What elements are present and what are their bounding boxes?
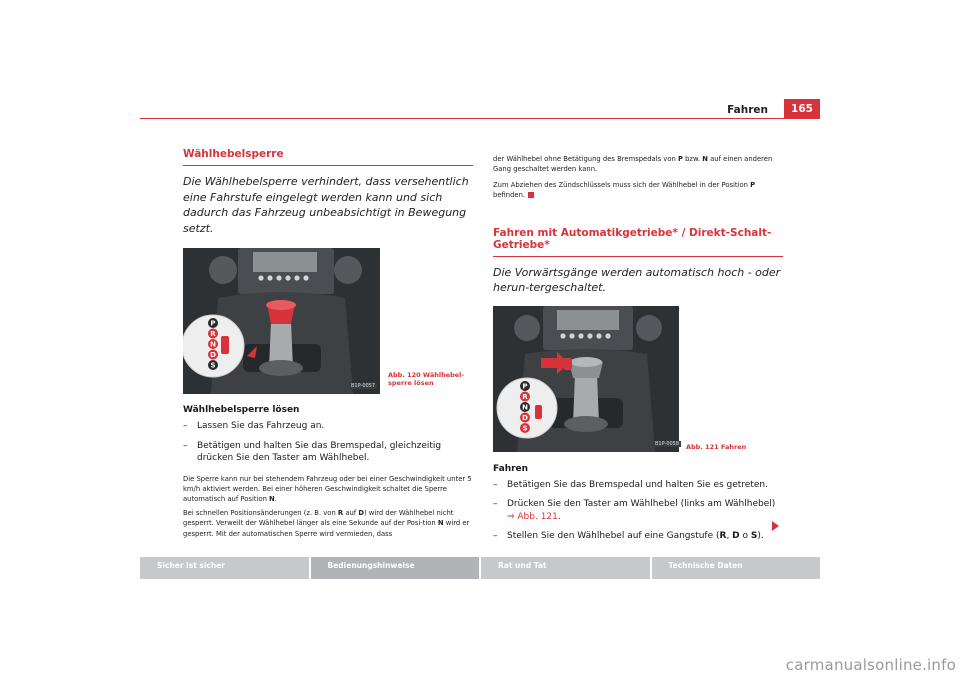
gear-letter-d: D xyxy=(522,413,528,422)
gear-letter-n: N xyxy=(210,340,216,349)
gear-lever-lock-illustration xyxy=(183,248,380,394)
gear-letter-s: S xyxy=(522,424,528,433)
page-number: 165 xyxy=(784,99,820,119)
gear-letter-r: R xyxy=(210,330,216,339)
section-title-waehlhebelsperre: Wählhebelsperre xyxy=(183,148,473,166)
figure-code: B1P-0058 xyxy=(655,440,680,447)
footer-chapter-tabs xyxy=(140,557,820,579)
left-column xyxy=(183,148,473,539)
section-subtitle: Die Vorwärtsgänge werden automatisch hoch - oder herun-tergeschaltet. xyxy=(493,265,781,295)
figure-caption: Abb. 120 Wählhebel-sperre lösen xyxy=(388,371,465,387)
step-item: – Drücken Sie den Taster am Wählhebel (links am Wählhebel) ⇒ Abb. 121. xyxy=(493,499,776,522)
running-header: Fahren xyxy=(727,104,768,116)
section-subtitle: Die Wählhebelsperre verhindert, dass versehentlich eine Fahrstufe eingelegt werden kann und sich dadurch das Fahrzeug unbeabsichtigt in Bewegung setzt. xyxy=(183,175,469,235)
figure-code: B1P-0057 xyxy=(351,383,376,389)
end-of-section-icon xyxy=(528,192,534,198)
figure-121 xyxy=(493,306,783,454)
figure-cross-reference-link[interactable]: ⇒ Abb. 121 xyxy=(507,511,558,522)
footer-tab-bedienungshinweise[interactable]: Bedienungshinweise xyxy=(311,557,480,579)
footer-tab-sicher-ist-sicher[interactable]: Sicher ist sicher xyxy=(140,557,309,579)
note-paragraph: der Wählhebel ohne Betätigung des Bremspedals von P bzw. N auf einen anderen Gang geschaltet werden kann. xyxy=(493,155,773,174)
figure-caption: Abb. 121 Fahren xyxy=(686,442,747,451)
gear-letter-s: S xyxy=(210,361,216,370)
footer-tab-technische-daten[interactable]: Technische Daten xyxy=(652,557,821,579)
gear-letter-p: P xyxy=(522,382,528,391)
watermark: carmanualsonline.info xyxy=(785,656,956,674)
step-item: – Betätigen Sie das Bremspedal und halten Sie es getreten. xyxy=(493,479,768,490)
steps-title: Fahren xyxy=(493,463,529,474)
continue-next-page-icon xyxy=(772,521,779,531)
note-paragraph: Bei schnellen Positionsänderungen (z. B. von R auf D) wird der Wählhebel nicht gesperrt. Verweilt der Wählhebel länger als eine Sekunde auf der Posi-tion N wird er gesperrt. Mit der automatischen Sperre wird vermieden, dass xyxy=(183,508,470,538)
gear-letter-d: D xyxy=(210,351,216,360)
gear-letter-n: N xyxy=(522,403,528,412)
gear-lever-driving-illustration xyxy=(493,306,679,452)
step-item: – Betätigen und halten Sie das Bremspedal, gleichzeitig drücken Sie den Taster am Wählhebel. xyxy=(183,440,442,463)
section-title-automatikgetriebe: Fahren mit Automatikgetriebe* / Direkt-Schalt-Getriebe* xyxy=(493,227,783,257)
note-paragraph: Zum Abziehen des Zündschlüssels muss sich der Wählhebel in der Position P befinden. xyxy=(493,180,756,200)
step-item: – Stellen Sie den Wählhebel auf eine Gangstufe (R, D o S). xyxy=(493,531,764,542)
step-item: – Lassen Sie das Fahrzeug an. xyxy=(183,421,325,431)
header-rule xyxy=(140,118,820,119)
figure-120 xyxy=(183,248,473,396)
gear-letter-r: R xyxy=(522,392,528,401)
note-paragraph: Die Sperre kann nur bei stehendem Fahrzeug oder bei einer Geschwindigkeit unter 5 km/h aktiviert werden. Bei einer höheren Geschwindigkeit schaltet die Sperre automatisch auf Position N. xyxy=(183,474,472,504)
right-column xyxy=(493,154,783,543)
gear-letter-p: P xyxy=(210,319,216,328)
footer-tab-rat-und-tat[interactable]: Rat und Tat xyxy=(481,557,650,579)
steps-title: Wählhebelsperre lösen xyxy=(183,405,300,415)
